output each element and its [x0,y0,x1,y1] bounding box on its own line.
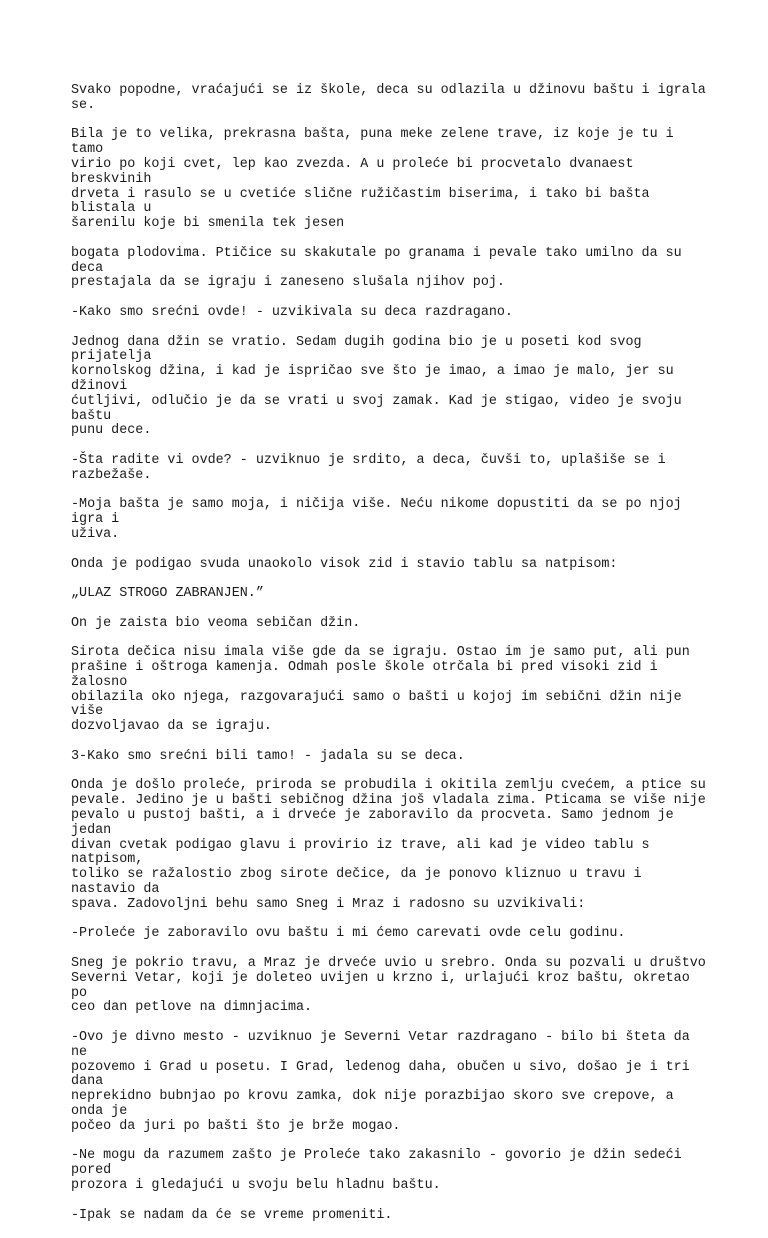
document-page [71,83,714,1238]
paragraph-1: Svako popodne, vraćajući se iz škole, deca su odlazila u džinovu baštu i igrala se. [71,83,714,113]
paragraph-9: „ULAZ STROGO ZABRANJEN.” [71,586,264,602]
paragraph-6: -Šta radite vi ovde? - uzviknuo je srdito, a deca, čuvši to, uplašiše se i razbežaše. [71,452,666,483]
paragraph-14: -Proleće je zaboravilo ovu baštu i mi ćemo carevati ovde celu godinu. [71,926,626,942]
paragraph-5: Jednog dana džin se vratio. Sedam dugih godina bio je u poseti kod svog prijatelja kornolskog džina, i kad je ispričao sve što je imao, a imao je malo, jer su džinovi ćutljivi, odlučio je da se vrati u svoj zamak. Kad je stigao, video je svoju baštu punu dece. [71,334,682,439]
paragraph-17: -Ne mogu da razumem zašto je Proleće tako zakasnilo - govorio je džin sedeći pored prozora i gledajući u svoju belu hladnu baštu. [71,1148,682,1193]
paragraph-2: Bila je to velika, prekrasna bašta, puna meke zelene trave, iz koje je tu i tamo virio po koji cvet, lep kao zvezda. A u proleće bi procvetalo dvanaest breskvinih drveta i rasulo se u cvetiće slične ružičastim biserima, i tako bi bašta blistala u šarenilu koje bi smenila tek jesen [71,127,674,232]
paragraph-4: -Kako smo srećni ovde! - uzvikivala su deca razdragano. [71,304,513,320]
paragraph-16: -Ovo je divno mesto - uzviknuo je Severni Vetar razdragano - bilo bi šteta da ne pozovemo i Grad u posetu. I Grad, ledenog daha, obučen u sivo, došao je i tri dana neprekidno bubnjao po krovu zamka, dok nije porazbijao skoro sve crepove, a onda je počeo da juri po bašti što je brže mogao. [71,1030,690,1134]
paragraph-15: Sneg je pokrio travu, a Mraz je drveće uvio u srebro. Onda su pozvali u društvo Severni Vetar, koji je doleteo uvijen u krzno i, urlajući kroz baštu, okretao po ceo dan petlove na dimnjacima. [71,956,706,1016]
paragraph-7: -Moja bašta je samo moja, i ničija više. Neću nikome dopustiti da se po njoj igra i uživa. [71,497,682,542]
paragraph-18: -Ipak se nadam da će se vreme promeniti. [71,1207,393,1223]
paragraph-11: Sirota dečica nisu imala više gde da se igraju. Ostao im je samo put, ali pun prašine i oštroga kamenja. Odmah posle škole otrčala bi pred visoki zid i žalosno obilazila oko njega, razgovarajući samo o bašti u kojoj im sebični džin nije više dozvoljavao da se igraju. [71,645,690,735]
paragraph-13: Onda je došlo proleće, priroda se probudila i okitila zemlju cvećem, a ptice su pevale. Jedino je u bašti sebičnog džina još vladala zima. Pticama se više nije pevalo u pustoj bašti, a i drveće je zaboravilo da procveta. Samo jednom je jedan divan cvetak podigao glavu i provirio iz trave, ali kad je video tablu s natpisom, toliko se ražalostio zbog sirote dečice, da je ponovo kliznuo u travu i nastavio da spava. Zadovoljni behu samo Sneg i Mraz i radosno su uzvikivali: [71,778,706,912]
paragraph-10: On je zaista bio veoma sebičan džin. [71,615,361,631]
paragraph-8: Onda je podigao svuda unaokolo visok zid i stavio tablu sa natpisom: [71,556,618,572]
paragraph-3: bogata plodovima. Ptičice su skakutale po granama i pevale tako umilno da su deca prestajala da se igraju i zaneseno slušala njihov poj. [71,245,682,291]
paragraph-12: 3-Kako smo srećni bili tamo! - jadala su se deca. [71,748,465,764]
